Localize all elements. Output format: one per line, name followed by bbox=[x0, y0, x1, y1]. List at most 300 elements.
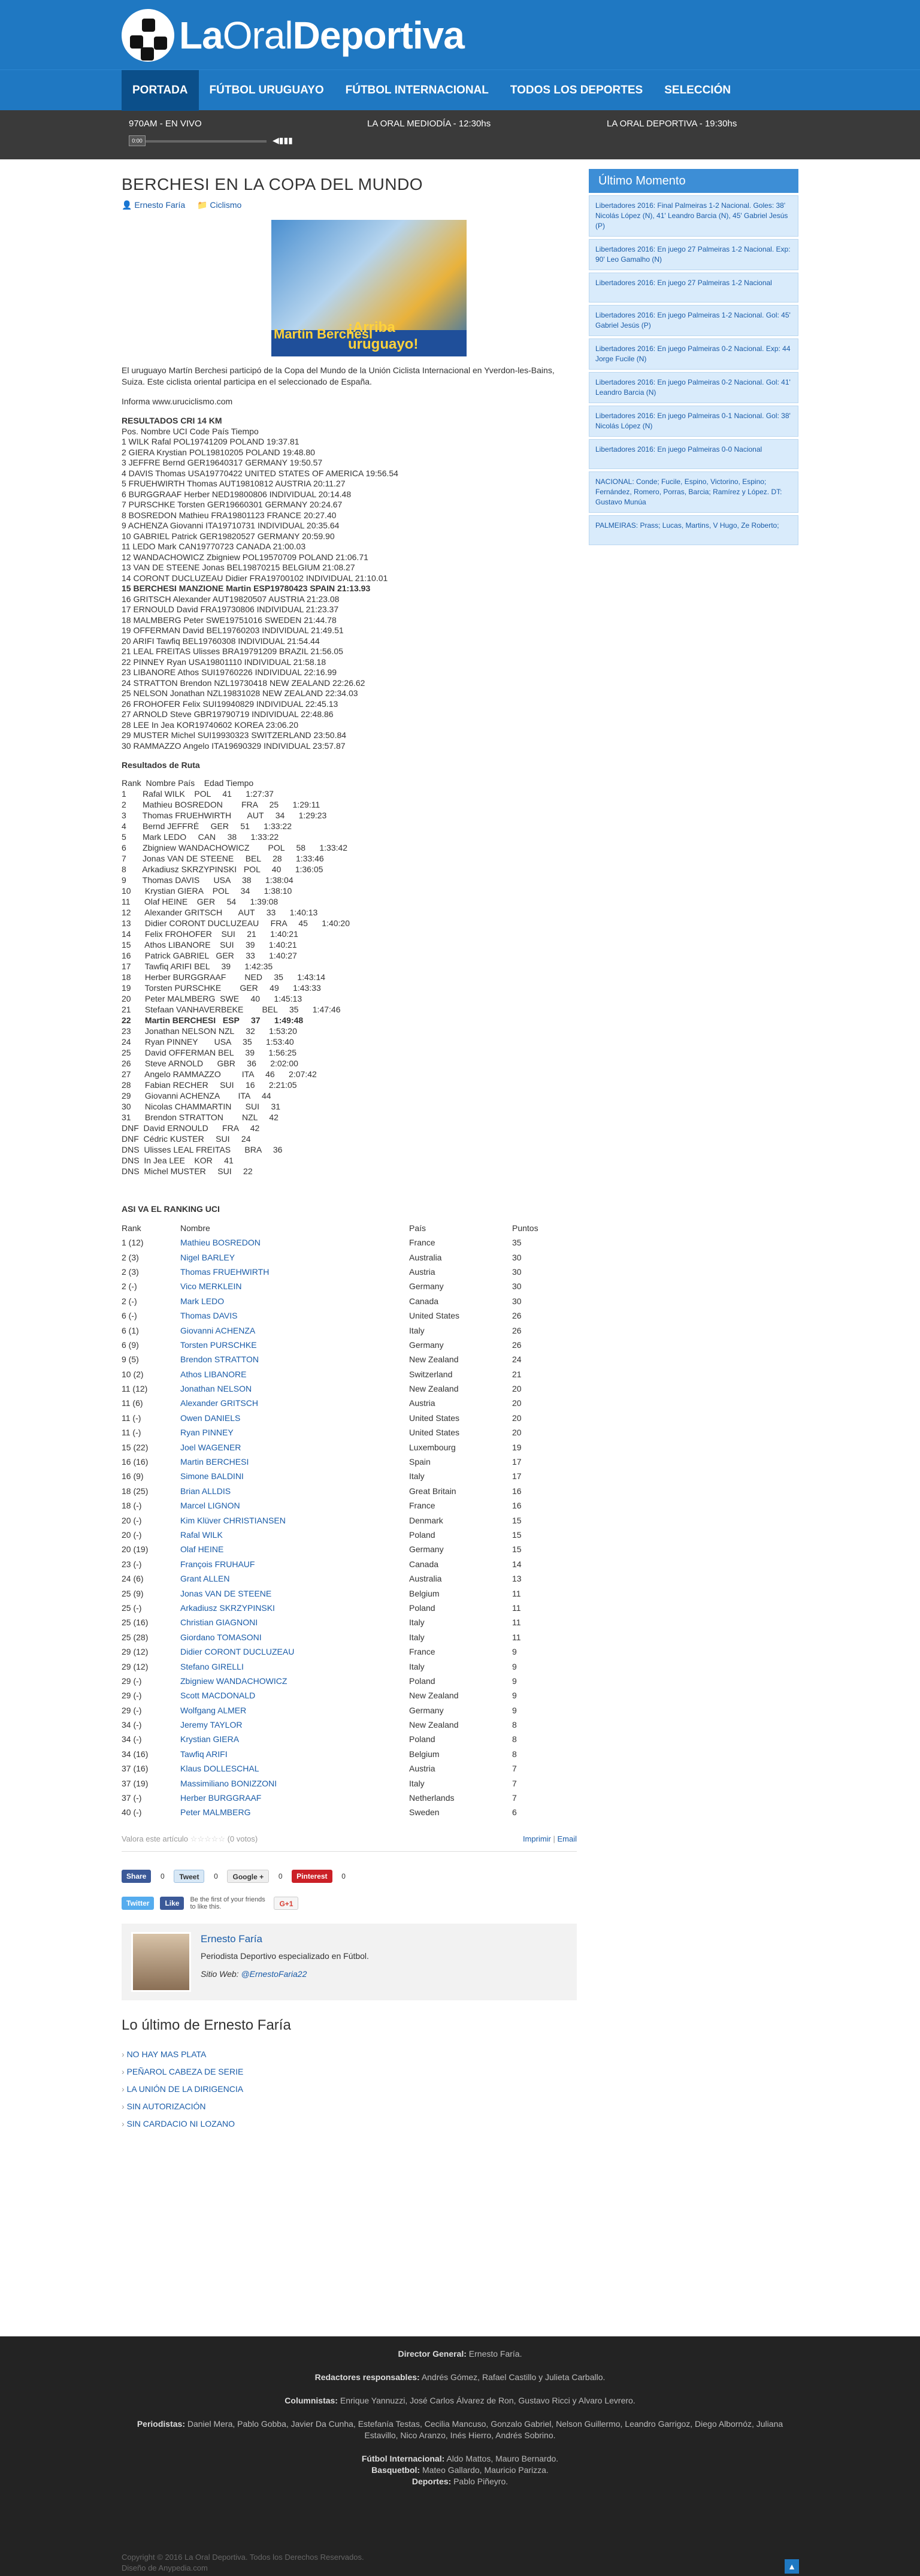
ranking-row bbox=[122, 1235, 577, 1250]
route-row: DNS In Jea LEE KOR 41 bbox=[122, 1156, 234, 1165]
points-cell: 19 bbox=[512, 1442, 522, 1452]
country-cell: Switzerland bbox=[409, 1369, 453, 1379]
social-buttons bbox=[122, 1896, 577, 1910]
rank-cell: 25 (9) bbox=[122, 1588, 144, 1598]
article-title: BERCHESI EN LA COPA DEL MUNDO bbox=[122, 175, 423, 193]
ranking-row bbox=[122, 1513, 577, 1527]
name-cell[interactable]: Olaf HEINE bbox=[180, 1544, 224, 1555]
name-cell[interactable]: Christian GIAGNONI bbox=[180, 1617, 258, 1628]
name-cell[interactable]: Giordano TOMASONI bbox=[180, 1632, 262, 1642]
latest-title: Lo último de Ernesto Faría bbox=[122, 2016, 291, 2033]
cri-row: 7 PURSCHKE Torsten GER19660301 GERMANY 20:24.67 bbox=[122, 500, 343, 509]
points-cell: 20 bbox=[512, 1428, 522, 1438]
soccer-ball-icon bbox=[122, 9, 174, 62]
site-footer: Director General: Ernesto Faría. Redactores responsables: Andrés Gómez, Rafael Castillo y Julieta Carballo. Columnistas: Enrique Yannuzzi, José Carlos Álvarez de Ron, Gustavo Ricci y Alvaro Levrero. Periodistas: Daniel Mera, Pablo Gobba, Javier Da Cunha, Estefanía Testas, Cecilia Mancuso, Gonzalo Gabriel, Nelson Guillermo, Leandro Garrigoz, Diego Albornóz, Juliana Estavillo, Nico Aranzo, Inés Hierro, Andrés Sobrino. Fútbol Internacional: Aldo Mattos, Mauro Bernardo. Basquetbol: Mateo Gallardo, Mauricio Parizza. Deportes: Pablo Piñeyro. Copyright © 2016 La Oral Deportiva. Todos los Derechos Reservados. Diseño de Anypedia.com ▲ bbox=[0, 2336, 920, 2576]
ranking-row bbox=[122, 1352, 577, 1366]
route-row: 22 Martin BERCHESI ESP 37 1:49:48 bbox=[122, 1015, 304, 1025]
country-cell: Italy bbox=[409, 1632, 425, 1642]
nav-portada[interactable]: PORTADA bbox=[122, 70, 199, 111]
rank-cell: 2 (3) bbox=[122, 1266, 139, 1277]
points-cell: 9 bbox=[512, 1661, 517, 1671]
name-cell[interactable]: Nigel BARLEY bbox=[180, 1252, 235, 1262]
rank-cell: 6 (1) bbox=[122, 1325, 139, 1335]
footer-periodistas: Daniel Mera, Pablo Gobba, Javier Da Cunha, Estefanía Testas, Cecilia Mancuso, Gonzalo Gabriel, Nelson Guillermo, Leandro Garrigoz, Diego Albornóz, Juliana Estavillo, Nico Aranzo, Inés Hierro, Andrés Sobrino. bbox=[187, 2419, 783, 2440]
ranking-row bbox=[122, 1615, 577, 1629]
country-cell: New Zealand bbox=[409, 1720, 459, 1730]
rank-cell: 11 (12) bbox=[122, 1384, 148, 1394]
site-header bbox=[0, 0, 920, 69]
points-cell: 26 bbox=[512, 1311, 522, 1321]
country-cell: United States bbox=[409, 1428, 460, 1438]
name-cell[interactable]: Arkadiusz SKRZYPINSKI bbox=[180, 1603, 275, 1613]
rank-cell: 24 (6) bbox=[122, 1574, 144, 1584]
country-cell: France bbox=[409, 1238, 435, 1248]
points-cell: 7 bbox=[512, 1793, 517, 1803]
cri-row: 5 FRUEHWIRTH Thomas AUT19810812 AUSTRIA 20:11.27 bbox=[122, 479, 346, 488]
author-box-web: Sitio Web: @ErnestoFaria22 bbox=[201, 1969, 307, 1979]
cri-title: RESULTADOS CRI 14 KM bbox=[122, 416, 222, 425]
facebook-share-count: 0 bbox=[161, 1871, 165, 1880]
news-ticker-item[interactable]: NACIONAL: Conde; Fucile, Espino, Victorino, Espino; Fernández, Romero, Porras, Barcia; Ramírez y López. DT: Gustavo Munúa bbox=[589, 471, 798, 513]
route-row: DNF Cédric KUSTER SUI 24 bbox=[122, 1134, 251, 1144]
name-cell[interactable]: Mark LEDO bbox=[180, 1296, 225, 1306]
cri-row: 17 ERNOULD David FRA19730806 INDIVIDUAL 21:23.37 bbox=[122, 604, 339, 614]
news-ticker-item[interactable]: Libertadores 2016: En juego Palmeiras 0-1 Nacional. Gol: 38' Nicolás López (N) bbox=[589, 406, 798, 437]
uci-ranking bbox=[122, 1204, 577, 1820]
site-logo[interactable] bbox=[122, 8, 464, 62]
country-cell: Poland bbox=[409, 1603, 435, 1613]
name-cell[interactable]: Joel WAGENER bbox=[180, 1442, 241, 1452]
audio-time-knob[interactable]: 0:00 bbox=[129, 135, 146, 146]
author-box-name[interactable]: Ernesto Faría bbox=[201, 1933, 262, 1945]
route-row: 2 Mathieu BOSREDON FRA 25 1:29:11 bbox=[122, 800, 320, 809]
news-ticker-item[interactable]: Libertadores 2016: En juego 27 Palmeiras 1-2 Nacional. Exp: 90' Leo Gamalho (N) bbox=[589, 239, 798, 270]
ranking-row bbox=[122, 1703, 577, 1718]
author-box bbox=[122, 1924, 577, 2000]
latest-item[interactable]: › PEÑAROL CABEZA DE SERIE bbox=[122, 2063, 577, 2081]
cri-row: 19 OFFERMAN David BEL19760203 INDIVIDUAL 21:49.51 bbox=[122, 625, 344, 635]
name-cell[interactable]: Klaus DOLLESCHAL bbox=[180, 1764, 259, 1774]
cri-row: 25 NELSON Jonathan NZL19831028 NEW ZEALAND 22:34.03 bbox=[122, 688, 358, 698]
route-row: 10 Krystian GIERA POL 34 1:38:10 bbox=[122, 886, 292, 896]
ranking-row bbox=[122, 1455, 577, 1469]
ranking-row bbox=[122, 1250, 577, 1264]
points-cell: 30 bbox=[512, 1296, 522, 1306]
route-row: 12 Alexander GRITSCH AUT 33 1:40:13 bbox=[122, 908, 318, 917]
name-cell[interactable]: Jonas VAN DE STEENE bbox=[180, 1588, 272, 1598]
country-cell: Denmark bbox=[409, 1515, 443, 1525]
rank-cell: 40 (-) bbox=[122, 1807, 142, 1818]
footer-copyright: Copyright © 2016 La Oral Deportiva. Todos los Derechos Reservados. bbox=[122, 2553, 364, 2562]
name-cell[interactable]: Rafal WILK bbox=[180, 1530, 223, 1540]
sidebar-ultimo-momento bbox=[589, 159, 798, 530]
route-row: 26 Steve ARNOLD GBR 36 2:02:00 bbox=[122, 1059, 298, 1068]
name-cell[interactable]: Massimiliano BONIZZONI bbox=[180, 1778, 277, 1788]
nav-seleccion[interactable]: SELECCIÓN bbox=[664, 84, 731, 96]
cri-row: 12 WANDACHOWICZ Zbigniew POL19570709 POLAND 21:06.71 bbox=[122, 552, 368, 562]
rank-cell: 29 (-) bbox=[122, 1705, 142, 1715]
cri-row: 16 GRITSCH Alexander AUT19820507 AUSTRIA 21:23.08 bbox=[122, 594, 340, 604]
news-ticker-item[interactable]: Libertadores 2016: En juego 27 Palmeiras 1-2 Nacional bbox=[589, 273, 798, 303]
latest-item[interactable]: › SIN AUTORIZACIÓN bbox=[122, 2098, 577, 2115]
cri-row: 9 ACHENZA Giovanni ITA19710731 INDIVIDUAL 20:35.64 bbox=[122, 521, 340, 530]
cri-row: 11 LEDO Mark CAN19770723 CANADA 21:00.03 bbox=[122, 542, 306, 551]
points-cell: 35 bbox=[512, 1238, 522, 1248]
footer-director: Ernesto Faría. bbox=[468, 2349, 522, 2359]
ranking-row bbox=[122, 1747, 577, 1761]
country-cell: Australia bbox=[409, 1252, 442, 1262]
name-cell[interactable]: François FRUHAUF bbox=[180, 1559, 255, 1569]
route-row: 23 Jonathan NELSON NZL 32 1:53:20 bbox=[122, 1026, 297, 1036]
radio-live-label: 970AM - EN VIVO bbox=[129, 119, 202, 129]
route-row: 17 Tawfiq ARIFI BEL 39 1:42:35 bbox=[122, 962, 273, 971]
col-country: País bbox=[409, 1223, 426, 1233]
vote-count: (0 votos) bbox=[227, 1834, 258, 1843]
country-cell: Germany bbox=[409, 1340, 444, 1350]
rank-cell: 34 (16) bbox=[122, 1749, 149, 1759]
news-ticker-item[interactable]: Libertadores 2016: En juego Palmeiras 0-0 Nacional bbox=[589, 439, 798, 469]
back-to-top-button[interactable]: ▲ bbox=[785, 2559, 799, 2574]
name-cell[interactable]: Ryan PINNEY bbox=[180, 1428, 234, 1438]
rank-cell: 37 (-) bbox=[122, 1793, 142, 1803]
country-cell: Canada bbox=[409, 1559, 439, 1569]
ranking-row bbox=[122, 1396, 577, 1410]
footer-columnistas: Enrique Yannuzzi, José Carlos Álvarez de Ron, Gustavo Ricci y Alvaro Levrero. bbox=[340, 2396, 635, 2405]
points-cell: 30 bbox=[512, 1266, 522, 1277]
country-cell: Sweden bbox=[409, 1807, 440, 1818]
rank-cell: 20 (-) bbox=[122, 1530, 142, 1540]
name-cell[interactable]: Kim Klüver CHRISTIANSEN bbox=[180, 1515, 286, 1525]
points-cell: 16 bbox=[512, 1486, 522, 1496]
rank-cell: 37 (19) bbox=[122, 1778, 149, 1788]
ranking-row bbox=[122, 1279, 577, 1293]
facebook-share-button[interactable]: Share bbox=[122, 1870, 151, 1883]
ranking-row bbox=[122, 1542, 577, 1556]
cri-row: 14 CORONT DUCLUZEAU Didier FRA19700102 INDIVIDUAL 21:10.01 bbox=[122, 573, 388, 583]
points-cell: 14 bbox=[512, 1559, 522, 1569]
cri-row: 29 MUSTER Michel SUI19930323 SWITZERLAND 23:50.84 bbox=[122, 730, 347, 740]
route-row: 1 Rafal WILK POL 41 1:27:37 bbox=[122, 789, 274, 799]
col-name: Nombre bbox=[180, 1223, 210, 1233]
ranking-row bbox=[122, 1761, 577, 1776]
name-cell[interactable]: Grant ALLEN bbox=[180, 1574, 230, 1584]
points-cell: 8 bbox=[512, 1734, 517, 1744]
radio-bar bbox=[0, 110, 920, 159]
country-cell: Austria bbox=[409, 1266, 435, 1277]
ranking-row bbox=[122, 1338, 577, 1352]
google-plus-button[interactable]: Google + bbox=[227, 1870, 269, 1883]
ranking-row bbox=[122, 1571, 577, 1586]
article-hero-image bbox=[271, 220, 467, 356]
points-cell: 6 bbox=[512, 1807, 517, 1818]
tweet-button[interactable]: Tweet bbox=[174, 1870, 204, 1883]
google-plus-count: 0 bbox=[278, 1871, 283, 1880]
twitter-follow-button[interactable]: Twitter bbox=[122, 1897, 154, 1910]
points-cell: 11 bbox=[512, 1603, 521, 1613]
email-link[interactable]: Email bbox=[557, 1834, 577, 1843]
route-row: 25 David OFFERMAN BEL 39 1:56:25 bbox=[122, 1048, 297, 1057]
ranking-row bbox=[122, 1791, 577, 1805]
news-ticker-list[interactable] bbox=[589, 195, 798, 530]
route-results bbox=[122, 760, 577, 1177]
points-cell: 9 bbox=[512, 1691, 517, 1701]
latest-item[interactable]: › SIN CARDACIO NI LOZANO bbox=[122, 2115, 577, 2133]
cri-row: 4 DAVIS Thomas USA19770422 UNITED STATES OF AMERICA 19:56.54 bbox=[122, 468, 398, 478]
route-row: 16 Patrick GABRIEL GER 33 1:40:27 bbox=[122, 951, 297, 960]
country-cell: Italy bbox=[409, 1617, 425, 1628]
article-meta bbox=[122, 200, 577, 210]
sidebar-title: Último Momento bbox=[589, 169, 798, 193]
rank-cell: 16 (9) bbox=[122, 1471, 144, 1481]
cri-row: 23 LIBANORE Athos SUI19760226 INDIVIDUAL 22:16.99 bbox=[122, 667, 337, 677]
country-cell: Germany bbox=[409, 1705, 444, 1715]
rank-cell: 18 (-) bbox=[122, 1501, 142, 1511]
rank-cell: 2 (-) bbox=[122, 1281, 137, 1292]
ranking-row bbox=[122, 1630, 577, 1644]
ranking-row bbox=[122, 1718, 577, 1732]
rank-cell: 9 (5) bbox=[122, 1354, 139, 1365]
points-cell: 16 bbox=[512, 1501, 522, 1511]
route-row: 18 Herber BURGGRAAF NED 35 1:43:14 bbox=[122, 972, 326, 982]
rank-cell: 2 (-) bbox=[122, 1296, 137, 1306]
name-cell[interactable]: Simone BALDINI bbox=[180, 1471, 244, 1481]
news-ticker-item[interactable]: Libertadores 2016: En juego Palmeiras 1-2 Nacional. Gol: 45' Gabriel Jesús (P) bbox=[589, 305, 798, 336]
country-cell: Luxembourg bbox=[409, 1442, 456, 1452]
audio-progress-track[interactable] bbox=[129, 140, 267, 143]
vote-label: Valora este artículo bbox=[122, 1834, 189, 1843]
route-row: DNS Ulisses LEAL FREITAS BRA 36 bbox=[122, 1145, 283, 1154]
category-link[interactable]: 📁 Ciclismo bbox=[197, 200, 242, 210]
cri-row: 18 MALMBERG Peter SWE19751016 SWEDEN 21:44.78 bbox=[122, 615, 337, 625]
rank-cell: 37 (16) bbox=[122, 1764, 149, 1774]
cri-row: 8 BOSREDON Mathieu FRA19801123 FRANCE 20:27.40 bbox=[122, 510, 337, 520]
name-cell[interactable]: Owen DANIELS bbox=[180, 1413, 241, 1423]
nav-futbol-internacional[interactable]: FÚTBOL INTERNACIONAL bbox=[345, 84, 489, 96]
cri-row: 1 WILK Rafal POL19741209 POLAND 19:37.81 bbox=[122, 437, 299, 446]
country-cell: Spain bbox=[409, 1457, 431, 1467]
rank-cell: 11 (-) bbox=[122, 1413, 141, 1423]
share-bar bbox=[122, 1870, 577, 1883]
name-cell[interactable]: Giovanni ACHENZA bbox=[180, 1325, 256, 1335]
name-cell[interactable]: Alexander GRITSCH bbox=[180, 1398, 258, 1408]
col-points: Puntos bbox=[512, 1223, 538, 1233]
ranking-row bbox=[122, 1659, 577, 1673]
name-cell[interactable]: Torsten PURSCHKE bbox=[180, 1340, 257, 1350]
country-cell: Belgium bbox=[409, 1749, 440, 1759]
ranking-row bbox=[122, 1601, 577, 1615]
country-cell: Italy bbox=[409, 1471, 425, 1481]
name-cell[interactable]: Marcel LIGNON bbox=[180, 1501, 240, 1511]
points-cell: 7 bbox=[512, 1764, 517, 1774]
country-cell: Netherlands bbox=[409, 1793, 455, 1803]
ranking-row bbox=[122, 1294, 577, 1308]
rank-cell: 6 (-) bbox=[122, 1311, 137, 1321]
author-link[interactable]: 👤 Ernesto Faría bbox=[122, 200, 186, 210]
rank-cell: 16 (16) bbox=[122, 1457, 149, 1467]
pinterest-button[interactable]: Pinterest bbox=[292, 1870, 332, 1883]
hero-caption-name: Martín Berchesi bbox=[274, 326, 373, 341]
route-row: 4 Bernd JEFFRÉ GER 51 1:33:22 bbox=[122, 821, 292, 831]
route-row: 24 Ryan PINNEY USA 35 1:53:40 bbox=[122, 1037, 294, 1047]
country-cell: New Zealand bbox=[409, 1354, 459, 1365]
points-cell: 11 bbox=[512, 1588, 521, 1598]
author-web-link[interactable]: @ErnestoFaria22 bbox=[241, 1969, 307, 1979]
cri-row: 30 RAMMAZZO Angelo ITA19690329 INDIVIDUAL 23:57.87 bbox=[122, 740, 346, 751]
rank-cell: 2 (3) bbox=[122, 1252, 139, 1262]
rank-cell: 23 (-) bbox=[122, 1559, 142, 1569]
route-row: DNS Michel MUSTER SUI 22 bbox=[122, 1166, 253, 1176]
name-cell[interactable]: Herber BURGGRAAF bbox=[180, 1793, 262, 1803]
route-row: 11 Olaf HEINE GER 54 1:39:08 bbox=[122, 897, 279, 906]
col-rank: Rank bbox=[122, 1223, 141, 1233]
rank-cell: 1 (12) bbox=[122, 1238, 144, 1248]
name-cell[interactable]: Krystian GIERA bbox=[180, 1734, 240, 1744]
rank-cell: 25 (-) bbox=[122, 1603, 142, 1613]
news-ticker-item[interactable]: PALMEIRAS: Prass; Lucas, Martins, V Hugo, Ze Roberto; bbox=[589, 515, 798, 545]
rank-cell: 18 (25) bbox=[122, 1486, 149, 1496]
country-cell: United States bbox=[409, 1413, 460, 1423]
points-cell: 20 bbox=[512, 1384, 522, 1394]
points-cell: 8 bbox=[512, 1749, 517, 1759]
name-cell[interactable]: Zbigniew WANDACHOWICZ bbox=[180, 1676, 288, 1686]
route-row: 29 Giovanni ACHENZA ITA 44 bbox=[122, 1091, 271, 1100]
rank-cell: 10 (2) bbox=[122, 1369, 144, 1379]
route-header: Rank Nombre País Edad Tiempo bbox=[122, 778, 254, 788]
name-cell[interactable]: Stefano GIRELLI bbox=[180, 1661, 244, 1671]
points-cell: 21 bbox=[512, 1369, 522, 1379]
ranking-row bbox=[122, 1323, 577, 1337]
ranking-table bbox=[122, 1221, 577, 1820]
name-cell[interactable]: Tawfiq ARIFI bbox=[180, 1749, 228, 1759]
vote-bar: Valora este artículo ☆☆☆☆☆ (0 votos) Imprimir | Email bbox=[122, 1834, 577, 1852]
cri-list bbox=[122, 437, 577, 751]
cri-row: 10 GABRIEL Patrick GER19820527 GERMANY 20:59.90 bbox=[122, 531, 335, 541]
ranking-row bbox=[122, 1644, 577, 1659]
brand-name: LaOralDeportiva bbox=[179, 14, 464, 57]
latest-item[interactable]: › LA UNIÓN DE LA DIRIGENCIA bbox=[122, 2081, 577, 2098]
route-row: 7 Jonas VAN DE STEENE BEL 28 1:33:46 bbox=[122, 854, 324, 863]
news-ticker-item[interactable]: Libertadores 2016: En juego Palmeiras 0-2 Nacional. Gol: 41' Leandro Barcia (N) bbox=[589, 372, 798, 403]
rank-cell: 11 (6) bbox=[122, 1398, 143, 1408]
author-box-desc: Periodista Deportivo especializado en Fútbol. bbox=[201, 1951, 369, 1961]
like-text: Be the first of your friends to like this. bbox=[190, 1895, 265, 1910]
country-cell: Italy bbox=[409, 1778, 425, 1788]
ranking-row bbox=[122, 1367, 577, 1381]
article bbox=[122, 159, 577, 2133]
cri-row: 24 STRATTON Brendon NZL19730418 NEW ZEALAND 22:26.62 bbox=[122, 678, 365, 688]
country-cell: United States bbox=[409, 1311, 460, 1321]
ranking-row bbox=[122, 1411, 577, 1425]
nav-futbol-uruguayo[interactable]: FÚTBOL URUGUAYO bbox=[209, 84, 324, 96]
ranking-row bbox=[122, 1381, 577, 1396]
news-ticker-item[interactable]: Libertadores 2016: En juego Palmeiras 0-2 Nacional. Exp: 44 Jorge Fucile (N) bbox=[589, 338, 798, 370]
name-cell[interactable]: Brian ALLDIS bbox=[180, 1486, 231, 1496]
footer-redactores: Andrés Gómez, Rafael Castillo y Julieta Carballo. bbox=[421, 2372, 606, 2382]
rank-cell: 29 (12) bbox=[122, 1647, 149, 1657]
name-cell[interactable]: Athos LIBANORE bbox=[180, 1369, 247, 1379]
country-cell: Australia bbox=[409, 1574, 442, 1584]
google-plus-one-button[interactable]: G+1 bbox=[274, 1897, 298, 1910]
latest-item[interactable]: › NO HAY MAS PLATA bbox=[122, 2046, 577, 2063]
footer-deportes: Pablo Piñeyro. bbox=[453, 2477, 509, 2486]
name-cell[interactable]: Wolfgang ALMER bbox=[180, 1705, 247, 1715]
route-row: 19 Torsten PURSCHKE GER 49 1:43:33 bbox=[122, 983, 321, 993]
ranking-row bbox=[122, 1440, 577, 1454]
rank-cell: 25 (16) bbox=[122, 1617, 149, 1628]
points-cell: 15 bbox=[512, 1544, 522, 1555]
article-paragraph: El uruguayo Martín Berchesi participó de la Copa del Mundo de la Unión Ciclista Internacional en Yverdon-les-Bains, Suiza. Este ciclista oriental participa en el seleccionado de España. bbox=[122, 365, 555, 386]
name-cell[interactable]: Thomas FRUEHWIRTH bbox=[180, 1266, 270, 1277]
rank-cell: 20 (19) bbox=[122, 1544, 149, 1555]
rank-cell: 29 (-) bbox=[122, 1691, 142, 1701]
points-cell: 7 bbox=[512, 1778, 517, 1788]
country-cell: Belgium bbox=[409, 1588, 440, 1598]
name-cell[interactable]: Jeremy TAYLOR bbox=[180, 1720, 243, 1730]
name-cell[interactable]: Brendon STRATTON bbox=[180, 1354, 259, 1365]
route-list bbox=[122, 788, 577, 1177]
rank-cell: 25 (28) bbox=[122, 1632, 149, 1642]
points-cell: 15 bbox=[512, 1530, 522, 1540]
country-cell: Germany bbox=[409, 1544, 444, 1555]
points-cell: 24 bbox=[512, 1354, 522, 1365]
print-link[interactable]: Imprimir bbox=[522, 1834, 551, 1843]
name-cell[interactable]: Vico MERKLEIN bbox=[180, 1281, 242, 1292]
volume-icon[interactable]: ◀▮▮▮ bbox=[273, 135, 293, 145]
country-cell: France bbox=[409, 1501, 435, 1511]
country-cell: Poland bbox=[409, 1734, 435, 1744]
latest-by-author bbox=[122, 2017, 577, 2133]
facebook-like-button[interactable]: Like bbox=[160, 1897, 184, 1910]
footer-design-credit[interactable]: Diseño de Anypedia.com bbox=[122, 2563, 208, 2572]
route-row: 30 Nicolas CHAMMARTIN SUI 31 bbox=[122, 1102, 281, 1111]
name-cell[interactable]: Martin BERCHESI bbox=[180, 1457, 249, 1467]
rating-stars[interactable]: ☆☆☆☆☆ bbox=[190, 1834, 225, 1843]
route-row: 20 Peter MALMBERG SWE 40 1:45:13 bbox=[122, 994, 302, 1003]
hero-caption-slogan: ¡Arriba uruguayo! bbox=[348, 319, 419, 352]
name-cell[interactable]: Thomas DAVIS bbox=[180, 1311, 238, 1321]
route-row: 21 Stefaan VANHAVERBEKE BEL 35 1:47:46 bbox=[122, 1005, 341, 1014]
news-ticker-item[interactable]: Libertadores 2016: Final Palmeiras 1-2 Nacional. Goles: 38' Nicolás López (N), 41' Leandro Barcia (N), 45' Gabriel Jesús (P) bbox=[589, 195, 798, 237]
route-row: 15 Athos LIBANORE SUI 39 1:40:21 bbox=[122, 940, 297, 950]
name-cell[interactable]: Scott MACDONALD bbox=[180, 1691, 256, 1701]
points-cell: 15 bbox=[512, 1515, 522, 1525]
audio-player[interactable] bbox=[129, 134, 308, 149]
rank-cell: 15 (22) bbox=[122, 1442, 149, 1452]
cri-row: 22 PINNEY Ryan USA19801110 INDIVIDUAL 21:58.18 bbox=[122, 657, 326, 667]
ranking-row bbox=[122, 1586, 577, 1600]
rank-cell: 34 (-) bbox=[122, 1720, 142, 1730]
name-cell[interactable]: Peter MALMBERG bbox=[180, 1807, 251, 1818]
rank-cell: 29 (12) bbox=[122, 1661, 149, 1671]
article-source: Informa www.uruciclismo.com bbox=[122, 397, 233, 406]
ranking-row bbox=[122, 1484, 577, 1498]
name-cell[interactable]: Mathieu BOSREDON bbox=[180, 1238, 261, 1248]
radio-program-mediodia: LA ORAL MEDIODÍA - 12:30hs bbox=[367, 119, 491, 129]
cri-row: 3 JEFFRE Bernd GER19640317 GERMANY 19:50.57 bbox=[122, 458, 323, 467]
ranking-row bbox=[122, 1805, 577, 1819]
points-cell: 20 bbox=[512, 1413, 522, 1423]
points-cell: 30 bbox=[512, 1281, 522, 1292]
points-cell: 9 bbox=[512, 1647, 517, 1657]
nav-todos-deportes[interactable]: TODOS LOS DEPORTES bbox=[510, 84, 643, 96]
country-cell: Poland bbox=[409, 1676, 435, 1686]
cri-row: 21 LEAL FREITAS Ulisses BRA19791209 BRAZIL 21:56.05 bbox=[122, 646, 343, 656]
name-cell[interactable]: Didier CORONT DUCLUZEAU bbox=[180, 1647, 295, 1657]
name-cell[interactable]: Jonathan NELSON bbox=[180, 1384, 252, 1394]
points-cell: 9 bbox=[512, 1676, 517, 1686]
country-cell: Italy bbox=[409, 1325, 425, 1335]
points-cell: 11 bbox=[512, 1617, 521, 1628]
